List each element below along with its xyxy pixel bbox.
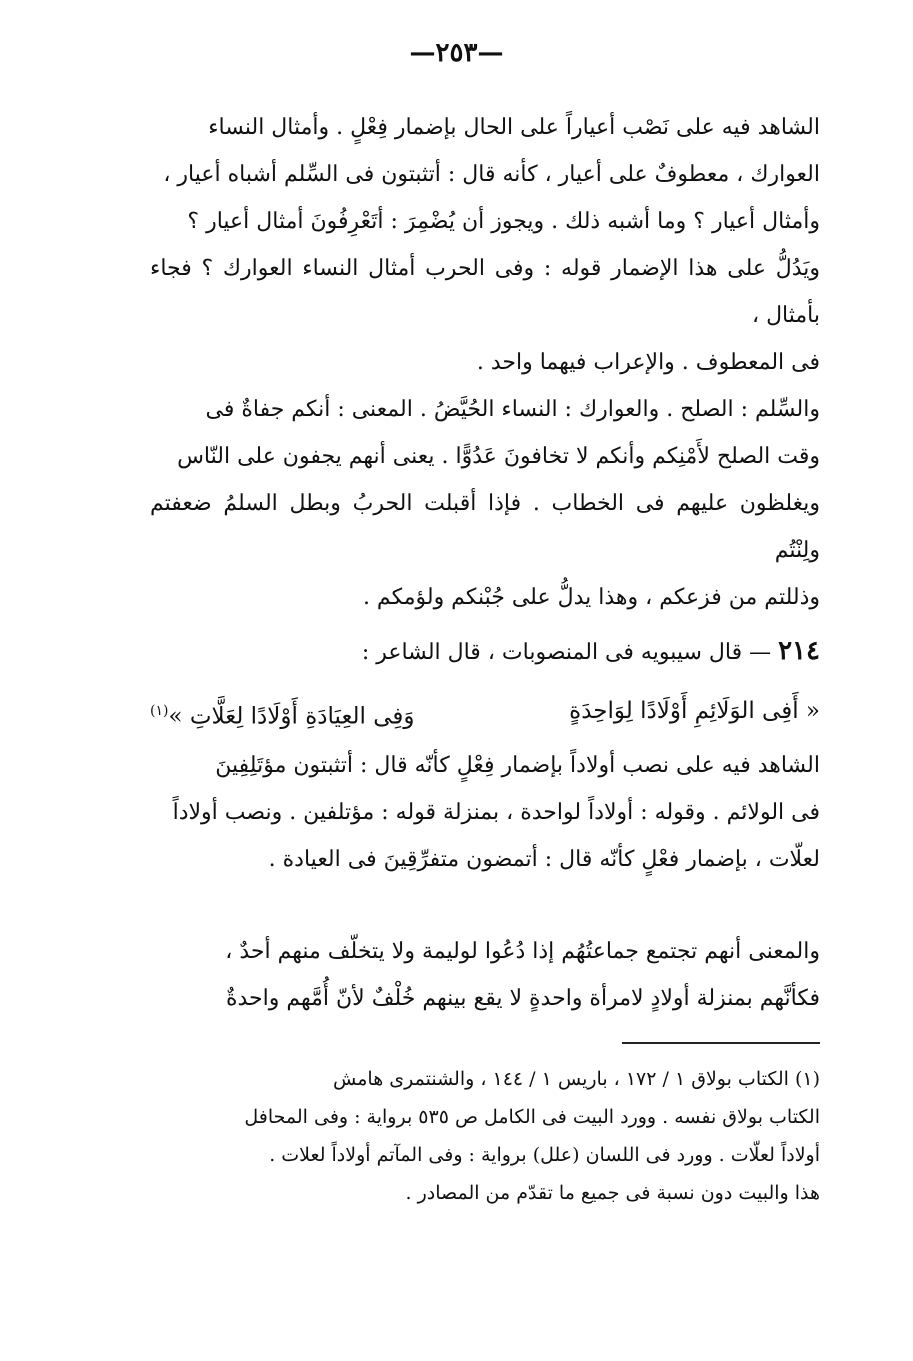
- poetry-verse: [150, 688, 820, 740]
- text-line: لعلّات ، بإضمار فعْلٍ كأنّه قال : أتمضون متفرِّقِينَ فى العيادة .: [268, 847, 820, 872]
- text-line: ويغلظون عليهم فى الخطاب . فإذا أقبلت الحربُ وبطل السلمُ ضعفتم ولِنْتُم: [150, 491, 820, 563]
- footnote-marker: (١): [150, 703, 169, 719]
- text-line: وقت الصلح لأَمْنِكم وأنكم لا تخافونَ عَدُوًّا . يعنى أنهم يجفون على النّاس: [177, 444, 820, 469]
- footnote-divider: [622, 1042, 820, 1044]
- paragraph-1: [150, 104, 820, 386]
- text-line: فى المعطوف . والإعراب فيهما واحد .: [476, 350, 820, 375]
- entry-heading: [150, 628, 820, 676]
- entry-number: ٢١٤: [778, 636, 820, 666]
- verse-hemistich-1: « أَفِى الوَلَائِمِ أَوْلَادًا لِوَاحِدَةٍ: [569, 698, 820, 724]
- text-line: وأمثال أعيار ؟ وما أشبه ذلك . ويجوز أن يُضْمِرَ : أتَعْرِفُونَ أمثال أعيار ؟: [187, 209, 820, 234]
- footnote-line: (١) الكتاب بولاق ١ / ١٧٢ ، باريس ١ / ١٤٤ ، والشنتمرى هامش: [333, 1068, 820, 1090]
- text-line: والسِّلم : الصلح . والعوارك : النساء الحُيَّضُ . المعنى : أنكم جفاةٌ فى: [205, 397, 820, 422]
- paragraph-3: [150, 742, 820, 883]
- footnote: [150, 1060, 820, 1212]
- text-line: العوارك ، معطوفٌ على أعيار ، كأنه قال : أتثبتون فى السِّلم أشباه أعيار ،: [163, 162, 820, 187]
- paragraph-2: [150, 386, 820, 621]
- footnote-line: أولاداً لعلّات . وورد فى اللسان (علل) برواية : وفى المآتم أولاداً لعلات .: [269, 1144, 820, 1166]
- text-line: فكأنَّهم بمنزلة أولادٍ لامرأة واحدةٍ لا يقع بينهم خُلْفٌ لأنّ أُمَّهم واحدةٌ: [225, 986, 820, 1011]
- entry-heading-text: — قال سيبويه فى المنصوبات ، قال الشاعر :: [361, 640, 772, 665]
- verse-hemistich-2: وَفِى العِيَادَةِ أَوْلَادًا لِعَلَّاتِ »: [168, 703, 415, 730]
- text-line: الشاهد فيه على نَصْب أعياراً على الحال بإضمار فِعْلٍ . وأمثال النساء: [208, 115, 820, 140]
- text-line: وذللتم من فزعكم ، وهذا يدلُّ على جُبْنكم ولؤمكم .: [362, 585, 820, 610]
- paragraph-4: [150, 928, 820, 1022]
- text-line: فى الولائم . وقوله : أولاداً لواحدة ، بمنزلة قوله : مؤتلفين . ونصب أولاداً: [172, 800, 820, 825]
- footnote-line: الكتاب بولاق نفسه . وورد البيت فى الكامل ص ٥٣٥ برواية : وفى المحافل: [244, 1106, 820, 1128]
- text-line: والمعنى أنهم تجتمع جماعتُهُم إذا دُعُوا لوليمة ولا يتخلّف منهم أحدٌ ،: [225, 939, 820, 964]
- page-number: —٢٥٣—: [409, 38, 504, 68]
- footnote-line: هذا والبيت دون نسبة فى جميع ما تقدّم من المصادر .: [405, 1182, 820, 1204]
- verse-hemistich-2-wrap: [150, 688, 415, 740]
- text-line: الشاهد فيه على نصب أولاداً بإضمار فِعْلٍ كأنّه قال : أتثبتون مؤتَلِفِينَ: [215, 753, 820, 778]
- text-line: ويَدُلُّ على هذا الإضمار قوله : وفى الحرب أمثال النساء العوارك ؟ فجاء بأمثال ،: [150, 256, 820, 328]
